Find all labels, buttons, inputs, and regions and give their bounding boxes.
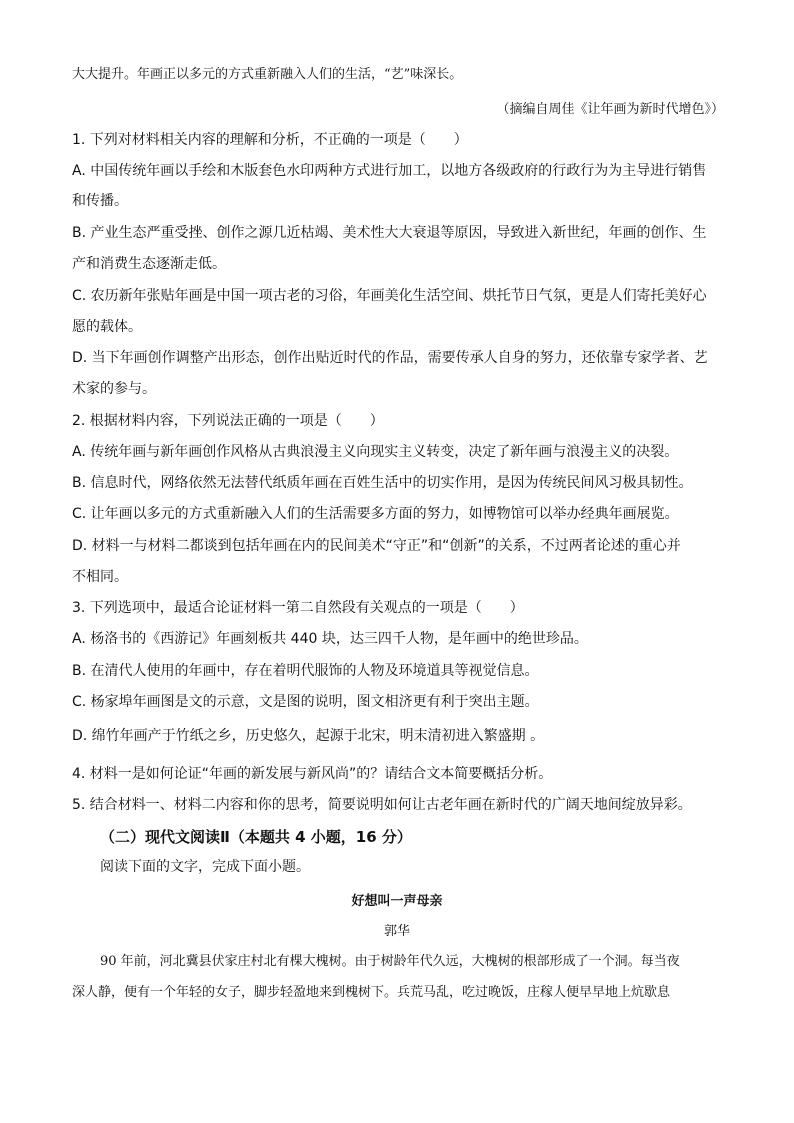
section-heading: （二）现代文阅读Ⅱ（本题共 4 小题，16 分）: [100, 828, 412, 846]
question-1-option-d: D. 当下年画创作调整产出形态，创作出贴近时代的作品，需要传承人自身的努力，还依靠专家学者、艺: [72, 350, 708, 366]
question-1-option-a-cont: 和传播。: [72, 193, 128, 209]
question-2-option-a: A. 传统年画与新年画创作风格从古典浪漫主义向现实主义转变，决定了新年画与浪漫主义的决裂。: [72, 444, 679, 460]
source-citation: （摘编自周佳《让年画为新时代增色》）: [496, 102, 724, 117]
question-3-option-c: C. 杨家埠年画图是文的示意，文是图的说明，图文相济更有利于突出主题。: [72, 694, 539, 710]
question-2-option-c: C. 让年画以多元的方式重新融入人们的生活需要多方面的努力，如博物馆可以举办经典年画展览。: [72, 506, 679, 522]
question-2-stem: 2. 根据材料内容，下列说法正确的一项是（ ）: [72, 413, 384, 429]
question-1-option-b-cont: 产和消费生态逐渐走低。: [72, 256, 226, 272]
reading-instruction: 阅读下面的文字，完成下面小题。: [100, 859, 310, 875]
story-author: 郭华: [383, 924, 410, 939]
question-1-option-d-cont: 术家的参与。: [72, 381, 156, 397]
question-1-option-a: A. 中国传统年画以手绘和木版套色水印两种方式进行加工，以地方各级政府的行政行为为主导进行销售: [72, 163, 707, 179]
story-paragraph-line-2: 深人静，便有一个年轻的女子，脚步轻盈地来到槐树下。兵荒马乱，吃过晚饭，庄稼人便早早地上炕歇息: [72, 985, 671, 1000]
question-4: 4. 材料一是如何论证“年画的新发展与新风尚”的？请结合文本简要概括分析。: [72, 766, 553, 782]
question-1-option-c-cont: 愿的载体。: [72, 319, 142, 335]
question-1-stem: 1. 下列对材料相关内容的理解和分析，不正确的一项是（ ）: [72, 132, 468, 148]
question-3-option-a: A. 杨洛书的《西游记》年画刻板共 440 块，达三四千人物，是年画中的绝世珍品。: [72, 631, 588, 647]
question-3-option-b: B. 在清代人使用的年画中，存在着明代服饰的人物及环境道具等视觉信息。: [72, 663, 539, 679]
question-1-option-c: C. 农历新年张贴年画是中国一项古老的习俗，年画美化生活空间、烘托节日气氛，更是人们寄托美好心: [72, 288, 707, 304]
question-2-option-b: B. 信息时代，网络依然无法替代纸质年画在百姓生活中的切实作用，是因为传统民间风习极具韧性。: [72, 475, 693, 491]
question-5: 5. 结合材料一、材料二内容和你的思考，简要说明如何让古老年画在新时代的广阔天地间绽放异彩。: [72, 797, 692, 813]
question-1-option-b: B. 产业生态严重受挫、创作之源几近枯竭、美术性大大衰退等原因，导致进入新世纪，年画的创作、生: [72, 225, 707, 241]
question-3-option-d: D. 绵竹年画产于竹纸之乡，历史悠久，起源于北宋，明末清初进入繁盛期 。: [72, 728, 545, 744]
story-title: 好想叫一声母亲: [351, 894, 443, 909]
passage-tail: 大大提升。年画正以多元的方式重新融入人们的生活，“艺”味深长。: [72, 67, 463, 82]
question-2-option-d-cont: 不相同。: [72, 569, 128, 585]
question-2-option-d: D. 材料一与材料二都谈到包括年画在内的民间美术“守正”和“创新”的关系，不过两者论述的重心并: [72, 538, 681, 554]
story-paragraph-line-1: 90 年前，河北冀县伏家庄村北有棵大槐树。由于树龄年代久远，大槐树的根部形成了一个洞。每当夜: [100, 954, 680, 969]
question-3-stem: 3. 下列选项中，最适合论证材料一第二自然段有关观点的一项是（ ）: [72, 600, 524, 616]
